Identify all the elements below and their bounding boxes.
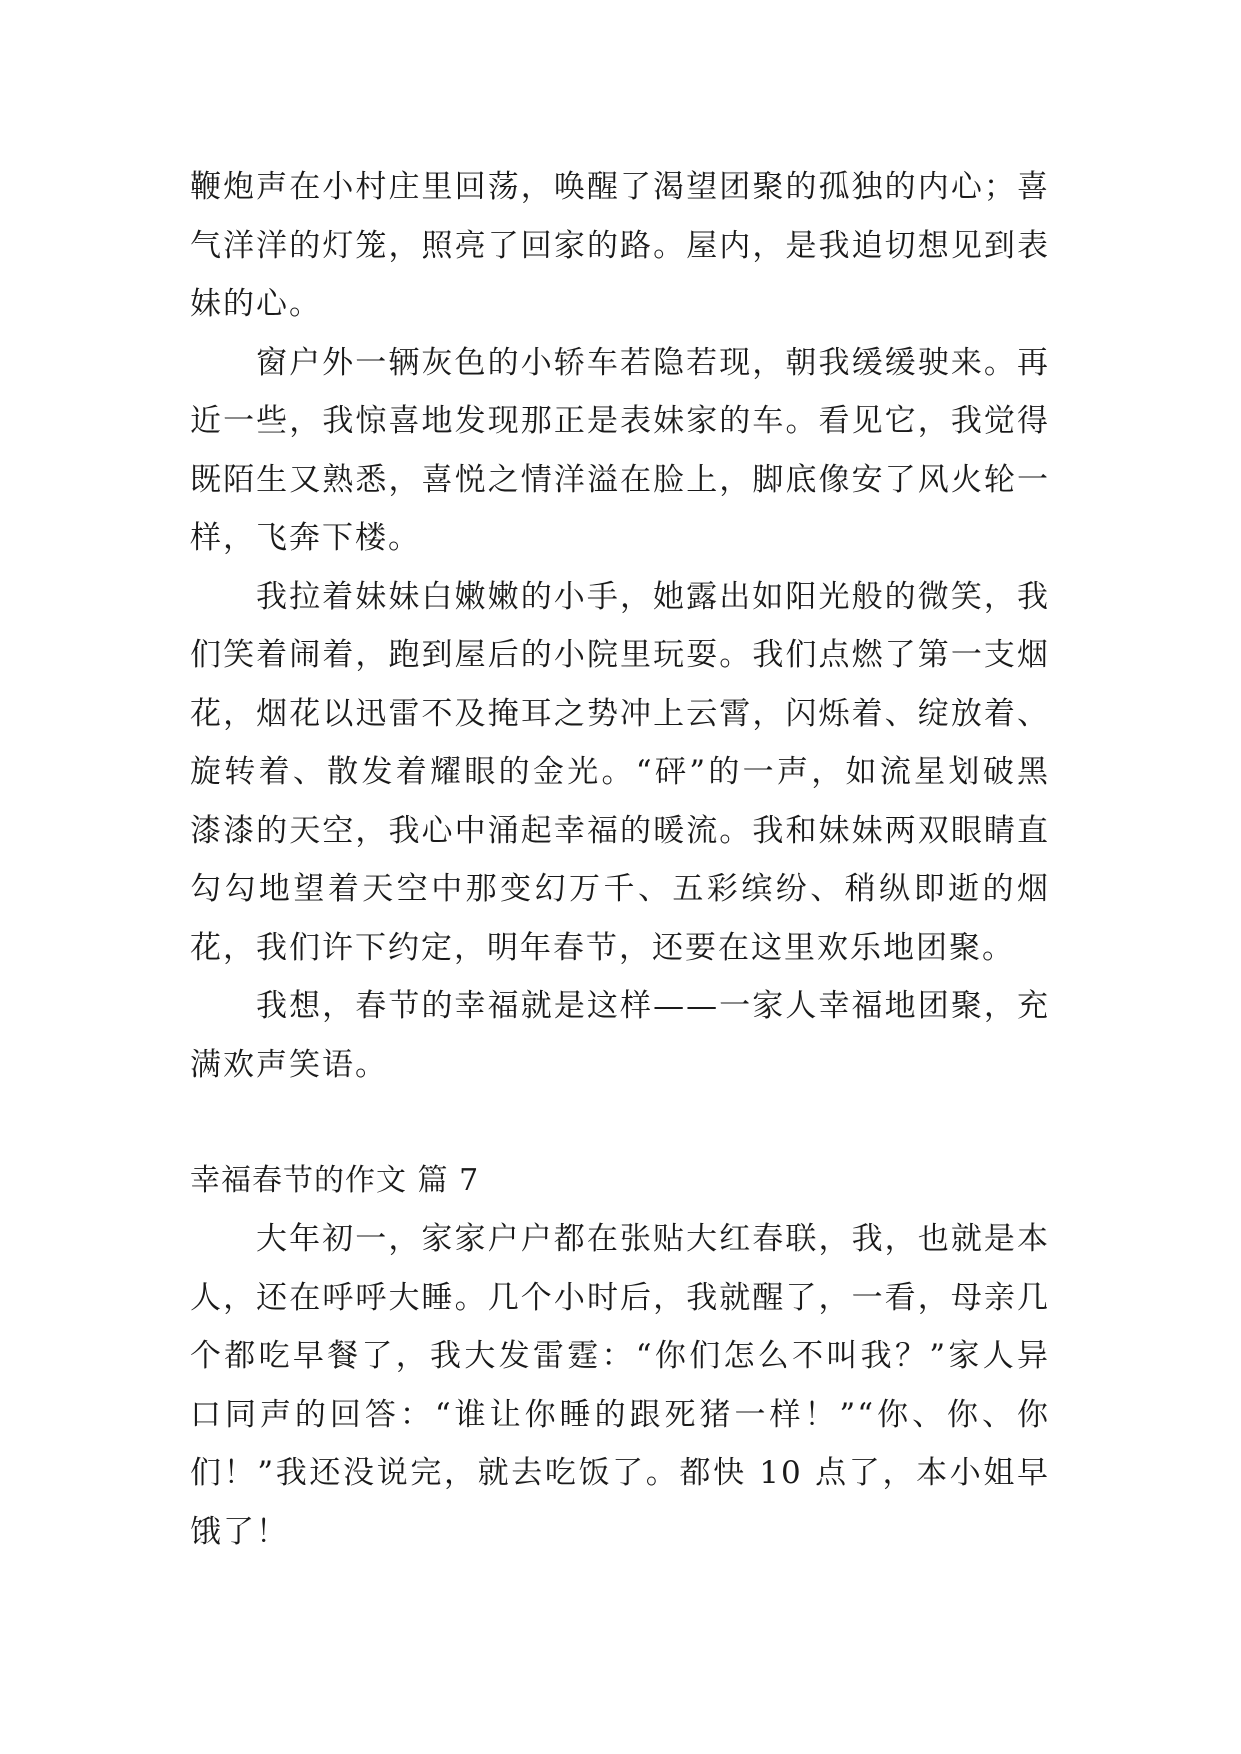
paragraph-fireworks: 我拉着妹妹白嫩嫩的小手，她露出如阳光般的微笑，我们笑着闹着，跑到屋后的小院里玩耍。我们点燃了第一支烟花，烟花以迅雷不及掩耳之势冲上云霄，闪烁着、绽放着、旋转着、散发着耀眼的金光。“砰”的一声，如流星划破黑漆漆的天空，我心中涌起幸福的暖流。我和妹妹两双眼睛直勾勾地望着天空中那变幻万千、五彩缤纷、稍纵即逝的烟花，我们许下约定，明年春节，还要在这里欢乐地团聚。 — [190, 578, 1050, 966]
paragraph-conclusion: 我想，春节的幸福就是这样——一家人幸福地团聚，充满欢声笑语。 — [190, 988, 1050, 1083]
section-heading-7: 幸福春节的作文 篇 7 — [190, 1163, 480, 1198]
paragraph-car-arrives: 窗户外一辆灰色的小轿车若隐若现，朝我缓缓驶来。再近一些，我惊喜地发现那正是表妹家的车。看见它，我觉得既陌生又熟悉，喜悦之情洋溢在脸上，脚底像安了风火轮一样，飞奔下楼。 — [190, 344, 1050, 556]
paragraph-firecrackers: 鞭炮声在小村庄里回荡，唤醒了渴望团聚的孤独的内心；喜气洋洋的灯笼，照亮了回家的路。屋内，是我迫切想见到表妹的心。 — [190, 169, 1050, 322]
paragraph-new-year-morning: 大年初一，家家户户都在张贴大红春联，我，也就是本人，还在呼呼大睡。几个小时后，我就醒了，一看，母亲几个都吃早餐了，我大发雷霆：“你们怎么不叫我？”家人异口同声的回答：“谁让你睡的跟死猪一样！”“你、你、你们！”我还没说完，就去吃饭了。都快 10 点了，本小姐早饿了！ — [190, 1221, 1050, 1550]
document-page — [190, 158, 1050, 1561]
